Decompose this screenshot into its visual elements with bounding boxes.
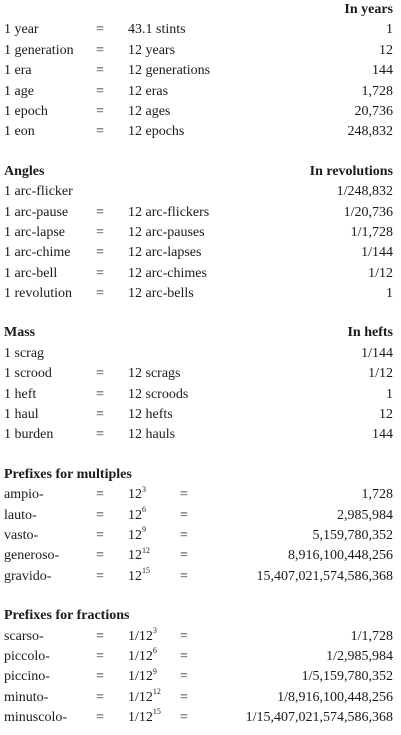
power-exponent: 9 [152, 666, 157, 676]
prefix-power [128, 647, 157, 667]
equals-sign: = [96, 83, 104, 99]
unit-amount: 1/144 [361, 245, 393, 261]
unit-definition: 12 years [128, 42, 176, 58]
prefix-name: piccolo- [4, 648, 50, 664]
equals-sign: = [96, 427, 104, 443]
prefix-name: lauto- [4, 507, 37, 523]
time-unit-header: In years [344, 2, 393, 17]
prefix-name: ampio- [4, 487, 44, 503]
power-exponent: 3 [152, 625, 157, 635]
unit-definition: 12 epochs [128, 124, 185, 140]
unit-amount: 1 [386, 286, 393, 302]
section-spacer [4, 304, 397, 323]
prefix-power [128, 567, 150, 587]
equals-sign: = [96, 42, 104, 58]
unit-amount: 1 [386, 386, 393, 402]
unit-definition: 43.1 stints [128, 22, 186, 38]
prefix-power [128, 708, 161, 728]
prefix-amount: 2,985,984 [337, 507, 393, 523]
equals-sign: = [180, 689, 188, 705]
prefix-amount: 1,728 [361, 487, 393, 503]
prefix-name: piccino- [4, 669, 50, 685]
angles-unit-header: In revolutions [309, 163, 393, 179]
equals-sign: = [96, 63, 104, 79]
prefix-amount: 1/5,159,780,352 [301, 669, 393, 685]
prefix-amount: 15,407,021,574,586,368 [256, 568, 393, 584]
prefix-name: gravido- [4, 568, 52, 584]
equals-sign: = [96, 527, 104, 543]
power-base: 1/12 [128, 689, 153, 705]
unit-definition: 12 ages [128, 103, 171, 119]
equals-sign: = [96, 245, 104, 261]
prefix-amount: 8,916,100,448,256 [288, 548, 393, 564]
unit-amount: 1/1,728 [350, 224, 393, 240]
unit-name: 1 eon [4, 124, 35, 140]
table-row [4, 203, 397, 223]
prefix-power [128, 526, 146, 546]
table-row [4, 182, 397, 202]
mass-title: Mass [4, 325, 36, 341]
prefix-name: minuto- [4, 689, 49, 705]
power-base: 1/12 [128, 669, 153, 685]
equals-sign: = [180, 507, 188, 523]
unit-name: 1 burden [4, 427, 54, 443]
prefix-amount: 5,159,780,352 [312, 527, 393, 543]
equals-sign: = [96, 204, 104, 220]
equals-sign: = [96, 669, 104, 685]
section-spacer [4, 143, 397, 162]
power-exponent: 15 [142, 566, 150, 576]
power-base: 12 [128, 527, 142, 543]
equals-sign: = [180, 527, 188, 543]
table-row [4, 526, 397, 546]
unit-definition: 12 arc-chimes [128, 265, 207, 281]
unit-amount: 1 [386, 22, 393, 38]
unit-amount: 144 [372, 63, 393, 79]
time-header-row [4, 0, 397, 20]
prefix-name: vasto- [4, 527, 39, 543]
equals-sign: = [180, 669, 188, 685]
table-row [4, 344, 397, 364]
equals-sign: = [96, 103, 104, 119]
prefix-name: generoso- [4, 548, 60, 564]
table-row [4, 627, 397, 647]
prefix-power [128, 667, 157, 687]
prefix-name: minuscolo- [4, 710, 67, 726]
table-row [4, 122, 397, 142]
power-exponent: 12 [152, 687, 161, 697]
prefix-power [128, 627, 157, 647]
equals-sign: = [96, 710, 104, 726]
unit-name: 1 era [4, 63, 32, 79]
unit-definition: 12 arc-lapses [128, 245, 202, 261]
prefix-amount: 1/8,916,100,448,256 [277, 689, 393, 705]
equals-sign: = [96, 366, 104, 382]
unit-name: 1 arc-chime [4, 245, 71, 261]
unit-amount: 1/20,736 [343, 204, 393, 220]
unit-amount: 1/248,832 [336, 184, 393, 200]
table-row [4, 223, 397, 243]
unit-definition: 12 hauls [128, 427, 176, 443]
equals-sign: = [96, 689, 104, 705]
prefix-power [128, 485, 146, 505]
table-row [4, 506, 397, 526]
unit-amount: 1/12 [368, 366, 393, 382]
fractions-header-row [4, 606, 397, 626]
unit-name: 1 heft [4, 386, 37, 402]
prefix-power [128, 506, 146, 526]
table-row [4, 243, 397, 263]
equals-sign: = [96, 286, 104, 302]
multiples-header-row [4, 465, 397, 485]
unit-amount: 20,736 [354, 103, 393, 119]
power-exponent: 6 [152, 646, 157, 656]
unit-definition: 12 eras [128, 83, 169, 99]
table-row [4, 20, 397, 40]
table-row [4, 41, 397, 61]
unit-amount: 1/12 [368, 265, 393, 281]
power-exponent: 6 [142, 504, 146, 514]
unit-name: 1 age [4, 83, 34, 99]
unit-definition: 12 arc-pauses [128, 224, 205, 240]
table-row [4, 364, 397, 384]
table-row [4, 667, 397, 687]
unit-name: 1 arc-lapse [4, 224, 66, 240]
power-base: 12 [128, 487, 142, 503]
power-base: 12 [128, 548, 142, 564]
table-row [4, 82, 397, 102]
equals-sign: = [180, 710, 188, 726]
power-exponent: 15 [152, 707, 161, 717]
power-base: 12 [128, 507, 142, 523]
unit-amount: 1/144 [361, 345, 393, 361]
unit-definition: 12 generations [128, 63, 211, 79]
equals-sign: = [96, 386, 104, 402]
mass-unit-header: In hefts [347, 325, 393, 341]
table-row [4, 61, 397, 81]
unit-name: 1 generation [4, 42, 74, 58]
section-spacer [4, 446, 397, 465]
angles-header-row [4, 162, 397, 182]
equals-sign: = [180, 648, 188, 664]
table-row [4, 405, 397, 425]
unit-definition: 12 hefts [128, 407, 173, 423]
prefix-power [128, 546, 150, 566]
mass-header-row [4, 323, 397, 343]
unit-name: 1 scrood [4, 366, 52, 382]
equals-sign: = [96, 548, 104, 564]
equals-sign: = [180, 568, 188, 584]
unit-name: 1 scrag [4, 345, 45, 361]
equals-sign: = [96, 407, 104, 423]
table-row [4, 688, 397, 708]
unit-name: 1 year [4, 22, 39, 38]
equals-sign: = [96, 22, 104, 38]
prefix-name: scarso- [4, 628, 44, 644]
fractions-title: Prefixes for fractions [4, 608, 130, 624]
unit-name: 1 arc-flicker [4, 184, 73, 200]
unit-definition: 12 scrags [128, 366, 181, 382]
unit-amount: 144 [372, 427, 393, 443]
section-spacer [4, 587, 397, 606]
table-row [4, 102, 397, 122]
table-row [4, 567, 397, 587]
prefix-amount: 1/15,407,021,574,586,368 [245, 710, 393, 726]
equals-sign: = [96, 507, 104, 523]
table-row [4, 708, 397, 728]
equals-sign: = [96, 224, 104, 240]
prefix-amount: 1/1,728 [350, 628, 393, 644]
power-base: 1/12 [128, 710, 153, 726]
power-base: 1/12 [128, 648, 153, 664]
equals-sign: = [180, 628, 188, 644]
unit-amount: 248,832 [347, 124, 393, 140]
equals-sign: = [96, 124, 104, 140]
table-row [4, 647, 397, 667]
angles-title: Angles [4, 163, 45, 179]
unit-definition: 12 arc-flickers [128, 204, 210, 220]
power-base: 12 [128, 568, 142, 584]
power-exponent: 12 [142, 545, 150, 555]
table-row [4, 546, 397, 566]
table-row [4, 485, 397, 505]
power-base: 1/12 [128, 628, 153, 644]
multiples-title: Prefixes for multiples [4, 466, 132, 482]
equals-sign: = [96, 648, 104, 664]
prefix-power [128, 688, 161, 708]
unit-amount: 1,728 [361, 83, 393, 99]
unit-name: 1 arc-bell [4, 265, 58, 281]
table-row [4, 425, 397, 445]
prefix-amount: 1/2,985,984 [326, 648, 393, 664]
unit-definition: 12 arc-bells [128, 286, 194, 302]
power-exponent: 9 [142, 525, 146, 535]
equals-sign: = [180, 487, 188, 503]
table-row [4, 264, 397, 284]
equals-sign: = [96, 487, 104, 503]
equals-sign: = [96, 628, 104, 644]
unit-amount: 12 [379, 407, 393, 423]
unit-definition: 12 scroods [128, 386, 189, 402]
equals-sign: = [96, 265, 104, 281]
table-row [4, 385, 397, 405]
unit-name: 1 haul [4, 407, 39, 423]
equals-sign: = [180, 548, 188, 564]
unit-name: 1 arc-pause [4, 204, 69, 220]
unit-name: 1 epoch [4, 103, 48, 119]
table-row [4, 284, 397, 304]
unit-name: 1 revolution [4, 286, 73, 302]
unit-amount: 12 [379, 42, 393, 58]
equals-sign: = [96, 568, 104, 584]
power-exponent: 3 [142, 484, 146, 494]
